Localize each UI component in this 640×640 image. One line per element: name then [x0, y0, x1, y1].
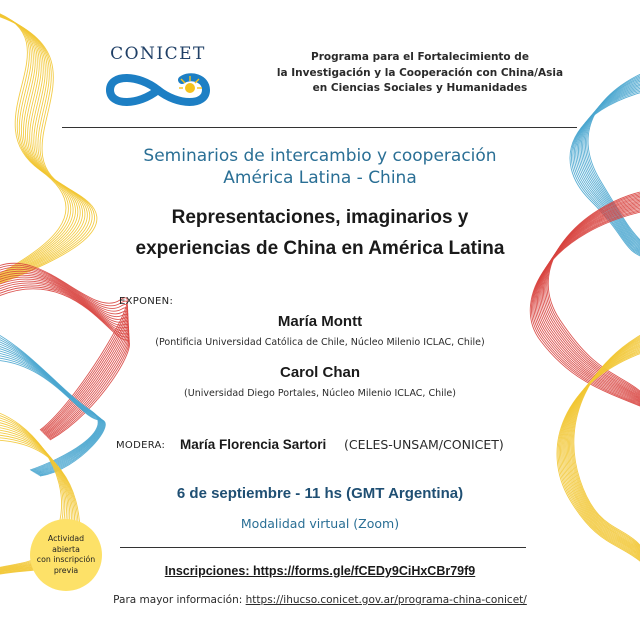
speaker-affiliation: (Pontificia Universidad Católica de Chile, Núcleo Milenio ICLAC, Chile) [155, 337, 485, 348]
more-info [60, 594, 580, 606]
title-line-2: experiencias de China en América Latina [135, 238, 505, 259]
conicet-infinity-logo-icon [98, 68, 218, 110]
moderator-label: MODERA: [116, 440, 166, 451]
wave-line [0, 12, 78, 283]
top-divider [62, 127, 577, 128]
seminar-line-1: Seminarios de intercambio y cooperación [143, 146, 497, 166]
wave-line [0, 15, 92, 287]
wave-line [0, 281, 129, 437]
open-activity-badge [30, 519, 102, 591]
moderator-name: María Florencia Sartori [180, 437, 327, 452]
seminar-line-2: América Latina - China [223, 168, 417, 188]
wave-line [0, 16, 95, 288]
title-line-1: Representaciones, imaginarios y [171, 207, 469, 228]
wave-line [0, 349, 103, 474]
speaker-name: Carol Chan [279, 364, 360, 381]
badge-line-1: Actividad abierta [47, 534, 85, 554]
moderator-affiliation: (CELES-UNSAM/CONICET) [344, 437, 504, 452]
wave-line [0, 11, 71, 281]
program-heading [250, 50, 590, 97]
bottom-divider [120, 547, 526, 548]
wave-line [0, 277, 128, 435]
conicet-logo-text: CONICET [110, 44, 206, 64]
program-line-2: la Investigación y la Cooperación con China/Asia [276, 66, 564, 79]
wave-line [0, 360, 105, 476]
speakers-label: EXPONEN: [119, 296, 174, 307]
more-info-link[interactable]: https://ihucso.conicet.gov.ar/programa-china-conicet/ [245, 594, 527, 606]
speaker-affiliation: (Universidad Diego Portales, Núcleo Milenio ICLAC, Chile) [184, 388, 456, 399]
wave-line [0, 357, 105, 475]
event-modality: Modalidad virtual (Zoom) [240, 516, 400, 531]
badge-line-2: con inscripción [36, 555, 96, 564]
speaker-name: María Montt [277, 313, 363, 330]
event-date: 6 de septiembre - 11 hs (GMT Argentina) [176, 485, 464, 502]
signup-link[interactable]: Inscripciones: https://forms.gle/fCEDy9CiHxCBr79f9 [164, 564, 476, 578]
badge-line-3: previa [53, 565, 79, 575]
more-info-label: Para mayor información: [113, 594, 243, 606]
program-line-1: Programa para el Fortalecimiento de [311, 51, 529, 63]
program-line-3: en Ciencias Sociales y Humanidades [312, 82, 528, 94]
